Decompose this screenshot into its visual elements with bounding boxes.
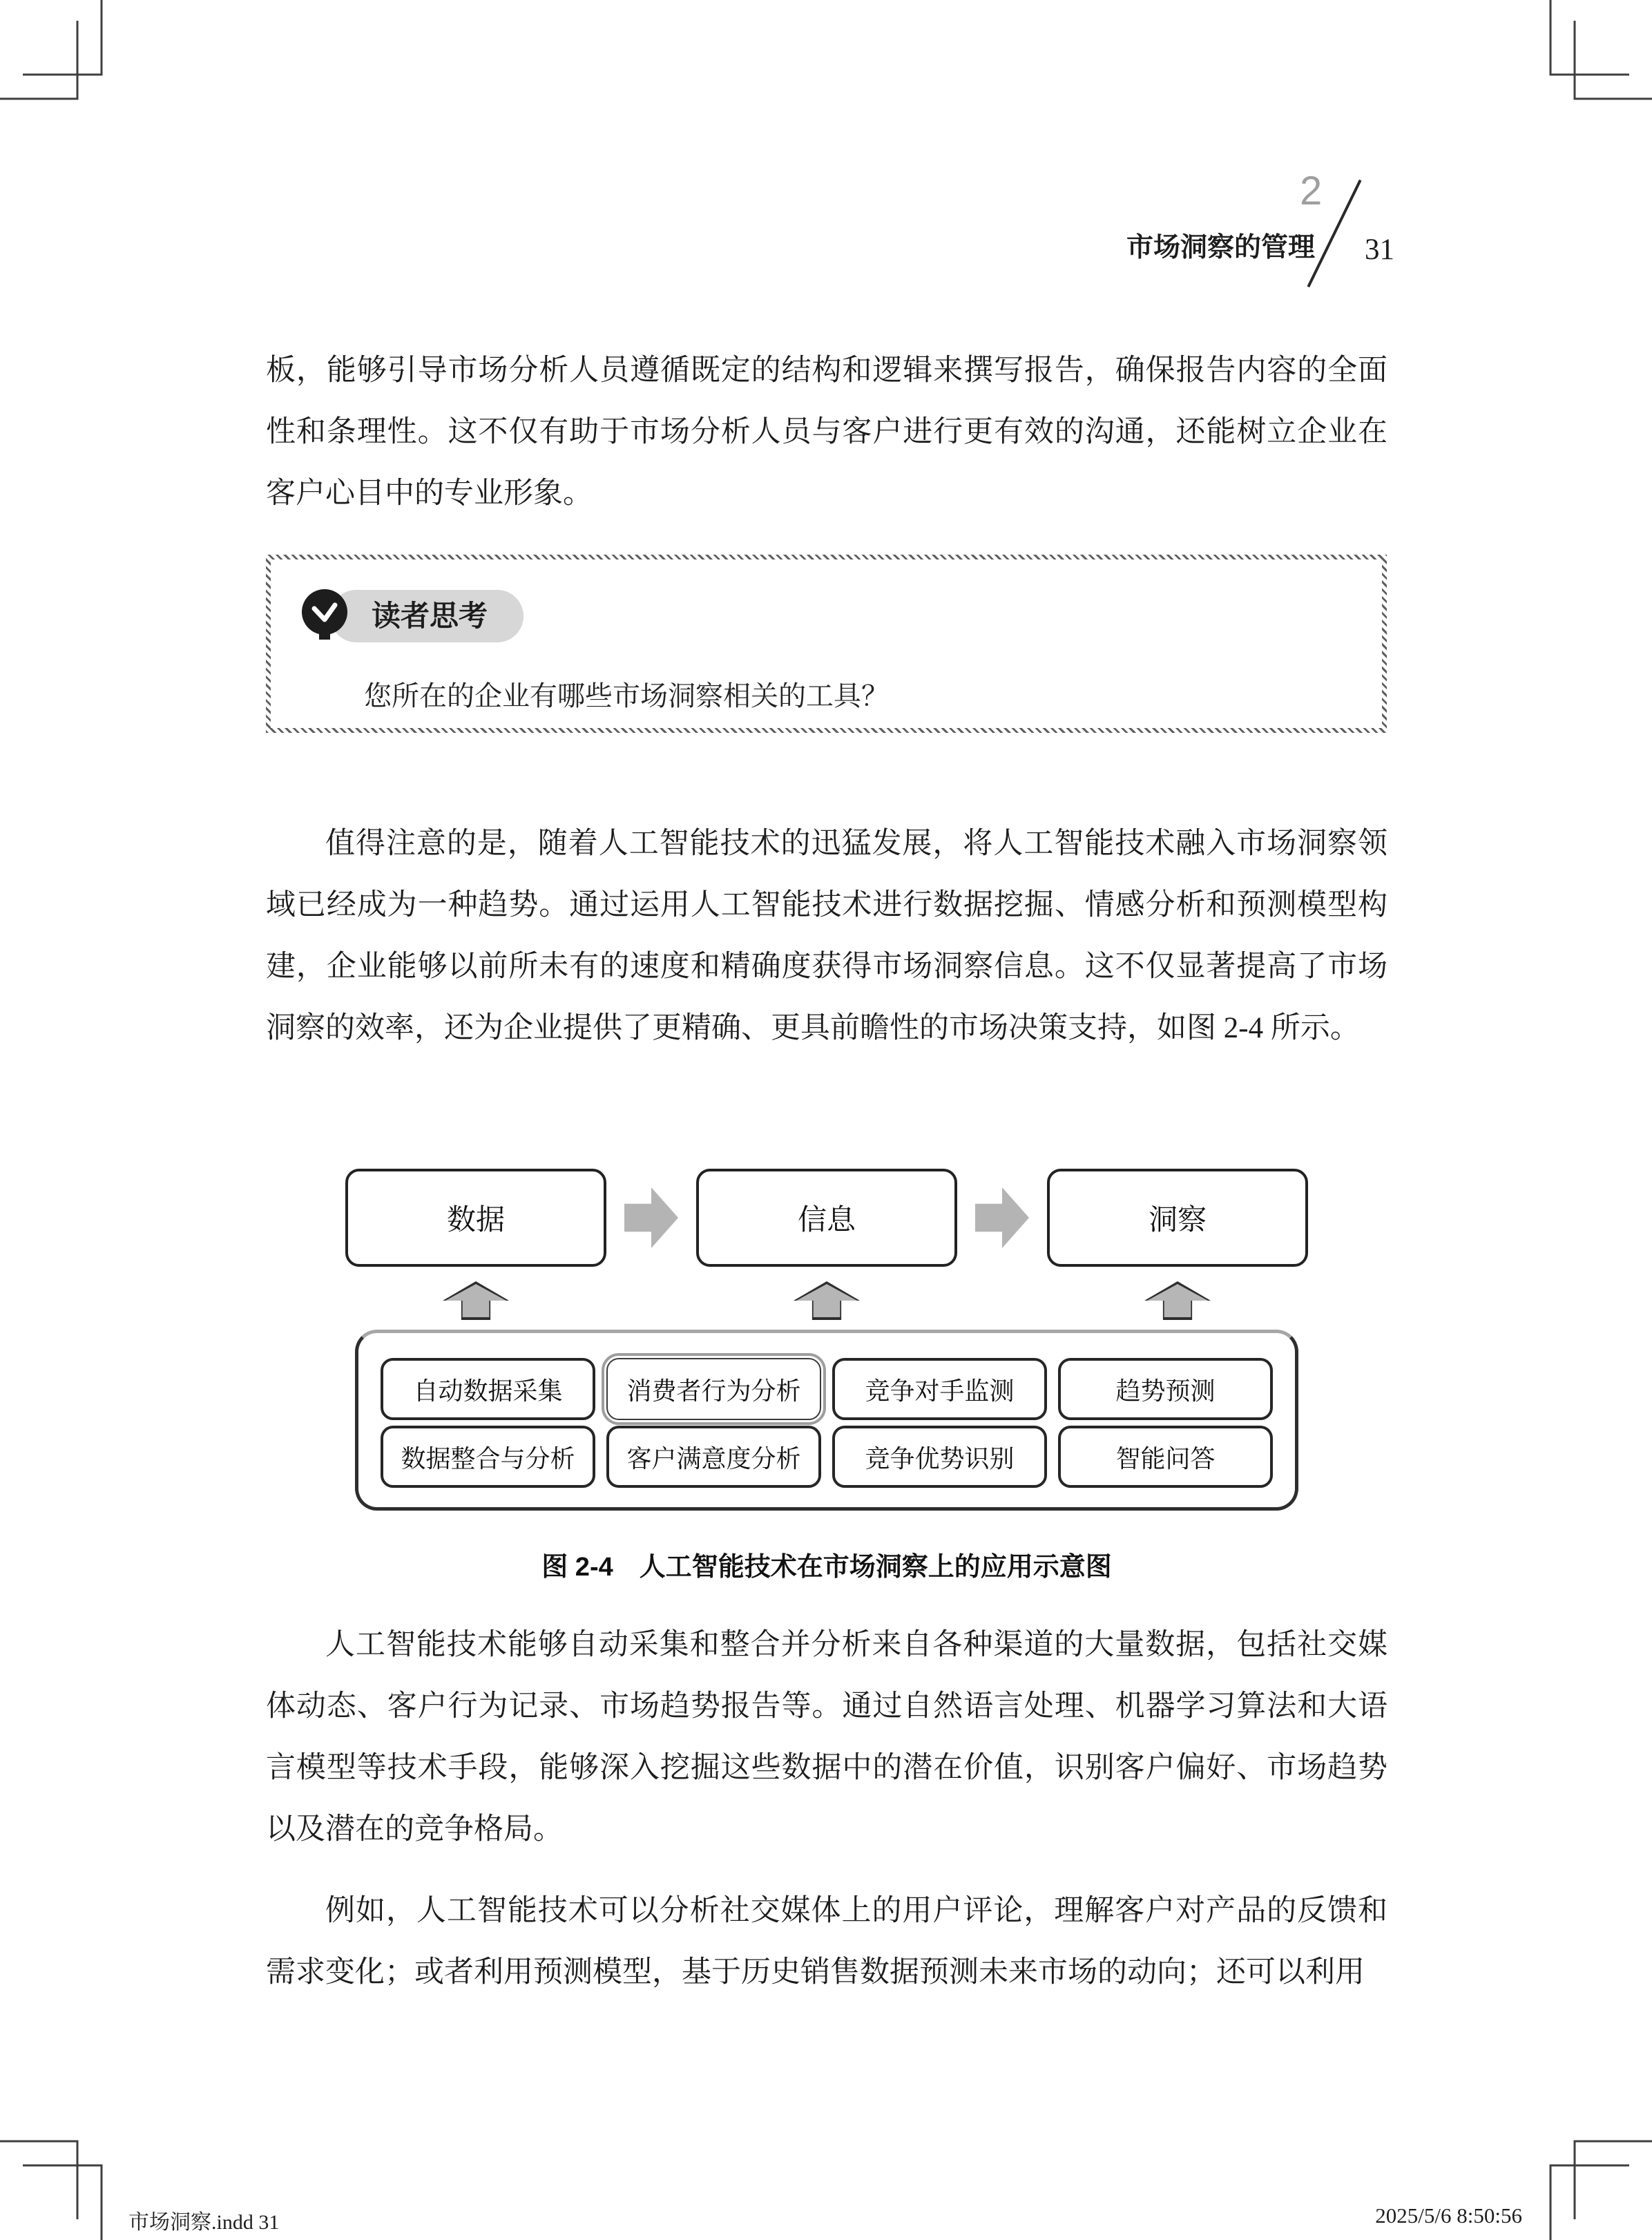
reader-think-callout [266,555,1387,733]
up-arrow-icon [1144,1281,1211,1320]
arrow-cell [345,1281,606,1321]
crop-mark-icon [0,0,111,111]
page-number: 31 [1365,233,1394,266]
spacer [606,1281,696,1321]
stage-box-data: 数据 [345,1169,606,1267]
chapter-number: 2 [1300,169,1323,213]
tool-box: 消费者行为分析 [606,1358,821,1420]
crop-mark-icon [1541,2129,1652,2240]
tool-box: 客户满意度分析 [606,1426,821,1488]
callout-title-row [330,590,524,642]
arrow-cell [696,1281,957,1321]
up-arrow-icon [443,1281,509,1320]
up-arrow-icon [794,1281,860,1320]
footer-timestamp: 2025/5/6 8:50:56 [1375,2203,1522,2228]
ai-tools-container [355,1330,1298,1511]
stage-box-insight: 洞察 [1047,1169,1308,1267]
arrow-cell [606,1187,696,1248]
arrow-cell [1047,1281,1308,1321]
paragraph: 例如，人工智能技术可以分析社交媒体上的用户评论，理解客户对产品的反馈和需求变化；或者利用预测模型，基于历史销售数据预测未来市场的动向；还可以利用 [266,1895,1387,1989]
running-head-title: 市场洞察的管理 [1126,233,1315,262]
right-arrow-icon [624,1187,678,1248]
tool-box: 智能问答 [1058,1426,1273,1488]
diagram-uparrow-row [345,1281,1308,1321]
footer-file-info: 市场洞察.indd 31 [128,2211,280,2234]
paragraph: 板，能够引导市场分析人员遵循既定的结构和逻辑来撰写报告，确保报告内容的全面性和条理性。这不仅有助于市场分析人员与客户进行更有效的沟通，还能树立企业在客户心目中的专业形象。 [266,354,1387,510]
ai-tools-grid [358,1333,1295,1506]
paragraph: 人工智能技术能够自动采集和整合并分析来自各种渠道的大量数据，包括社交媒体动态、客户行为记录、市场趋势报告等。通过自然语言处理、机器学习算法和大语言模型等技术手段，能够深入挖掘这些数据中的潜在价值，识别客户偏好、市场趋势以及潜在的竞争格局。 [266,1629,1387,1846]
figure-caption: 图 2-4 人工智能技术在市场洞察上的应用示意图 [541,1553,1112,1582]
spacer [957,1281,1047,1321]
callout-question: 您所在的企业有哪些市场洞察相关的工具？ [364,680,889,711]
tool-box: 趋势预测 [1058,1358,1273,1420]
paragraph: 值得注意的是，随着人工智能技术的迅猛发展，将人工智能技术融入市场洞察领域已经成为一种趋势。通过运用人工智能技术进行数据挖掘、情感分析和预测模型构建，企业能够以前所未有的速度和精确度获得市场洞察信息。这不仅显著提高了市场洞察的效率，还为企业提供了更精确、更具前瞻性的市场决策支持，如图 2-4 所示。 [266,827,1387,1044]
diagram-stage-row [345,1169,1308,1267]
tool-box: 数据整合与分析 [381,1426,595,1488]
crop-mark-icon [1541,0,1652,111]
callout-title: 读者思考 [330,590,524,642]
reader-think-icon [298,587,354,645]
crop-mark-icon [0,2129,111,2240]
stage-box-information: 信息 [696,1169,957,1267]
tool-box: 竞争对手监测 [832,1358,1047,1420]
tool-box: 自动数据采集 [381,1358,595,1420]
right-arrow-icon [975,1187,1029,1248]
arrow-cell [957,1187,1047,1248]
tool-box: 竞争优势识别 [832,1426,1047,1488]
